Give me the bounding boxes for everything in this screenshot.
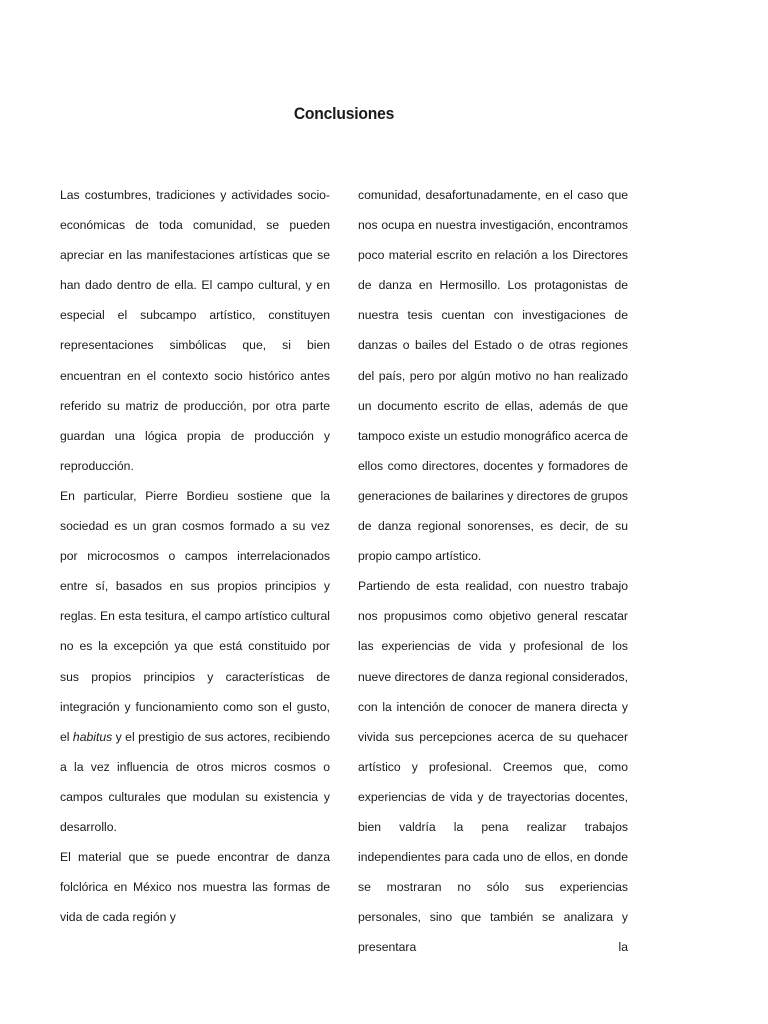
right-column <box>358 180 628 962</box>
paragraph: El material que se puede encontrar de danza folclórica en México nos muestra las formas de vida de cada región y <box>60 850 330 925</box>
paragraph <box>60 481 330 842</box>
page-title: Conclusiones <box>293 104 395 123</box>
paragraph-text: En particular, Pierre Bordieu sostiene que la sociedad es un gran cosmos formado a su vez por microcosmos o campos interrelacionados entre sí, basados en sus propios principios y reglas. En esta tesitura, el campo artístico cultural no es la excepción ya que está constituido por sus propios principios y características de integración y funcionamiento como son el gusto, el <box>60 488 330 744</box>
italic-term: habitus <box>72 729 113 744</box>
paragraph-text: y el prestigio de sus actores, recibiendo a la vez influencia de otros micros cosmos o campos culturales que modulan su existencia y desarrollo. <box>60 729 330 834</box>
paragraph: Partiendo de esta realidad, con nuestro trabajo nos propusimos como objetivo general rescatar las experiencias de vida y profesional de los nueve directores de danza regional considerados, con la intención de conocer de manera directa y vivida sus percepciones acerca de su quehacer artístico y profesional. Creemos que, como experiencias de vida y de trayectorias docentes, bien valdría la pena realizar trabajos independientes para cada uno de ellos, en donde se mostraran no sólo sus experiencias personales, sino que también se analizara y presentara la <box>358 579 628 955</box>
paragraph: Las costumbres, tradiciones y actividades socio-económicas de toda comunidad, se pueden apreciar en las manifestaciones artísticas que se han dado dentro de ella. El campo cultural, y en especial el subcampo artístico, constituyen representaciones simbólicas que, si bien encuentran en el contexto socio histórico antes referido su matriz de producción, por otra parte guardan una lógica propia de producción y reproducción. <box>60 188 330 473</box>
left-column <box>60 180 330 932</box>
paragraph: comunidad, desafortunadamente, en el caso que nos ocupa en nuestra investigación, encontramos poco material escrito en relación a los Directores de danza en Hermosillo. Los protagonistas de nuestra tesis cuentan con investigaciones de danzas o bailes del Estado o de otras regiones del país, pero por algún motivo no han realizado un documento escrito de ellas, además de que tampoco existe un estudio monográfico acerca de ellos como directores, docentes y formadores de generaciones de bailarines y directores de grupos de danza regional sonorenses, es decir, de su propio campo artístico. <box>358 188 628 564</box>
